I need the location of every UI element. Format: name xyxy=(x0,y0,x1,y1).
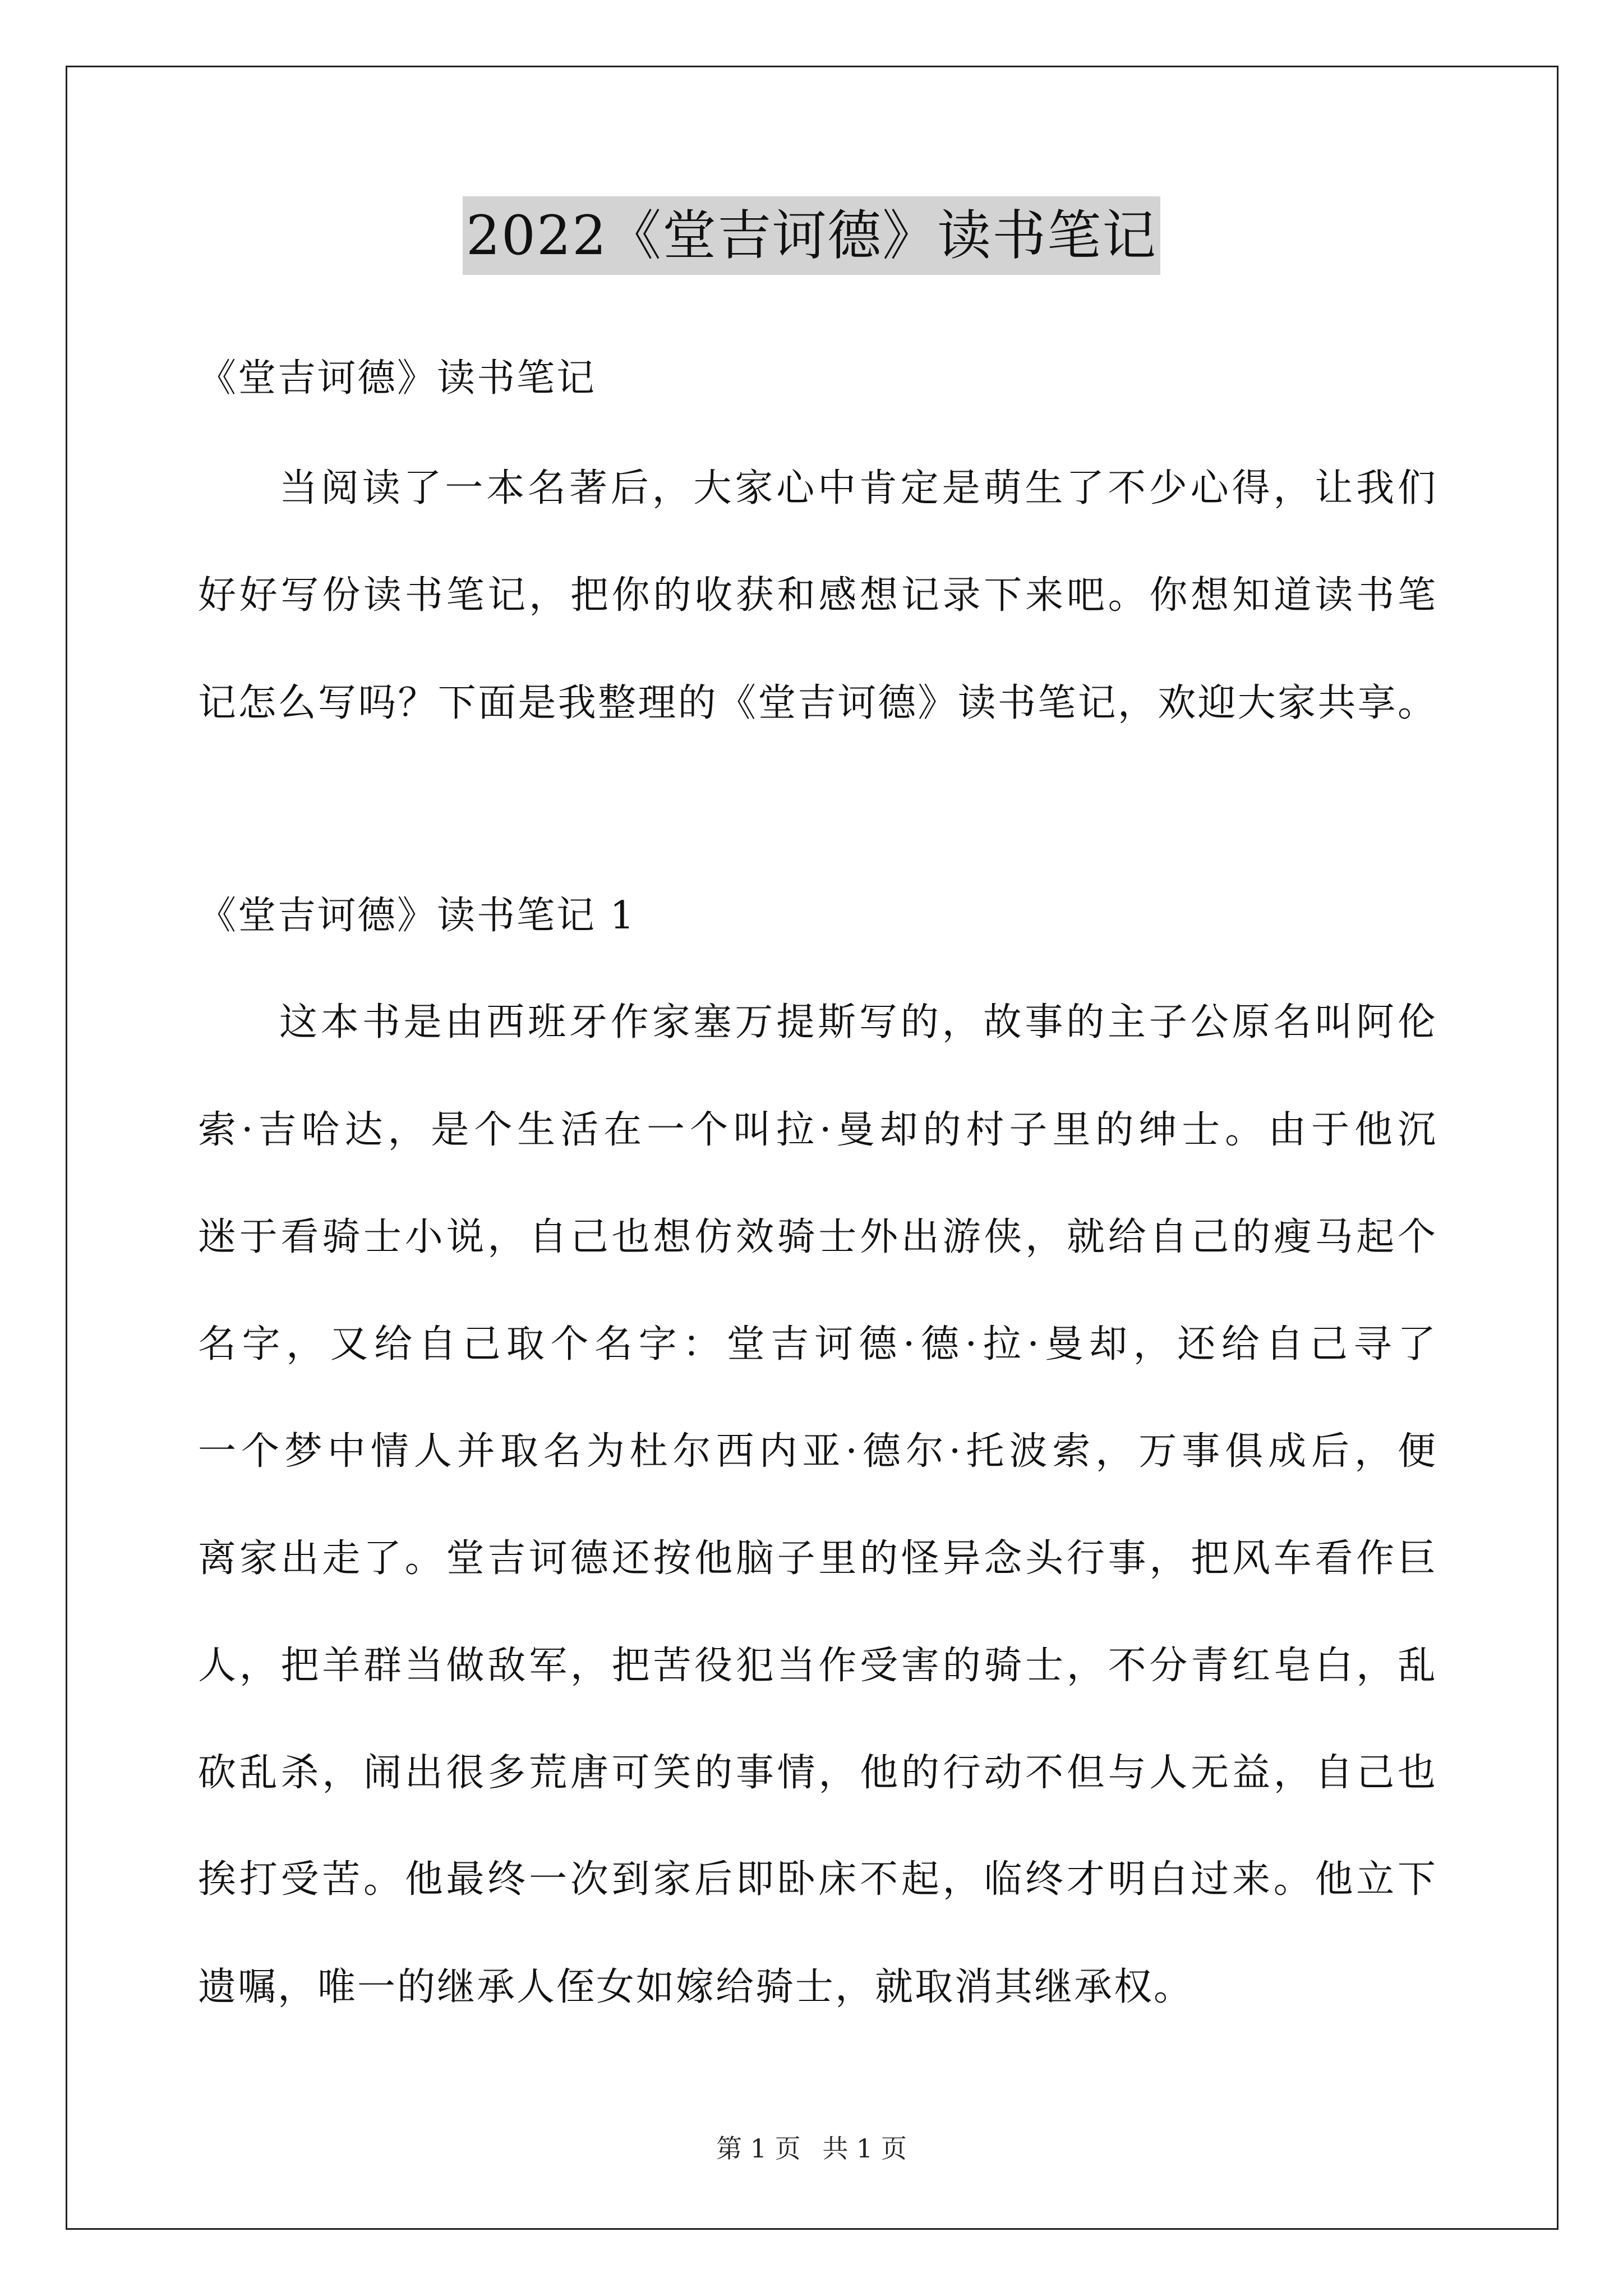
page-number: 第 1 页 xyxy=(716,2133,801,2164)
title-container xyxy=(0,196,1623,275)
intro-line-1: 当阅读了一本名著后，大家心中肯定是萌生了不少心得，让我们 xyxy=(279,466,1437,510)
body-line-6: 离家出走了。堂吉诃德还按他脑子里的怪异念头行事，把风车看作巨 xyxy=(198,1536,1437,1581)
page-total: 共 1 页 xyxy=(822,2133,907,2164)
body-line-5: 一个梦中情人并取名为杜尔西内亚·德尔·托波索，万事俱成后，便 xyxy=(198,1429,1437,1474)
page-footer xyxy=(0,2132,1623,2165)
body-line-3: 迷于看骑士小说，自己也想仿效骑士外出游侠，就给自己的瘦马起个 xyxy=(198,1215,1437,1259)
body-line-1: 这本书是由西班牙作家塞万提斯写的，故事的主子公原名叫阿伦 xyxy=(279,1000,1437,1045)
subtitle: 《堂吉诃德》读书笔记 xyxy=(198,356,597,401)
document-title: 2022《堂吉诃德》读书笔记 xyxy=(463,196,1160,275)
body-line-10: 遗嘱，唯一的继承人侄女如嫁给骑士，就取消其继承权。 xyxy=(198,1965,1194,2009)
body-line-4: 名字，又给自己取个名字：堂吉诃德·德·拉·曼却，还给自己寻了 xyxy=(198,1322,1437,1366)
body-line-7: 人，把羊群当做敌军，把苦役犯当作受害的骑士，不分青红皂白，乱 xyxy=(198,1644,1437,1688)
intro-line-3: 记怎么写吗？下面是我整理的《堂吉诃德》读书笔记，欢迎大家共享。 xyxy=(198,681,1437,725)
body-line-2: 索·吉哈达，是个生活在一个叫拉·曼却的村子里的绅士。由于他沉 xyxy=(198,1108,1437,1152)
body-line-8: 砍乱杀，闹出很多荒唐可笑的事情，他的行动不但与人无益，自己也 xyxy=(198,1751,1437,1795)
intro-line-2: 好好写份读书笔记，把你的收获和感想记录下来吧。你想知道读书笔 xyxy=(198,573,1437,618)
section-heading: 《堂吉诃德》读书笔记 1 xyxy=(198,894,636,938)
body-line-9: 挨打受苦。他最终一次到家后即卧床不起，临终才明白过来。他立下 xyxy=(198,1857,1437,1902)
